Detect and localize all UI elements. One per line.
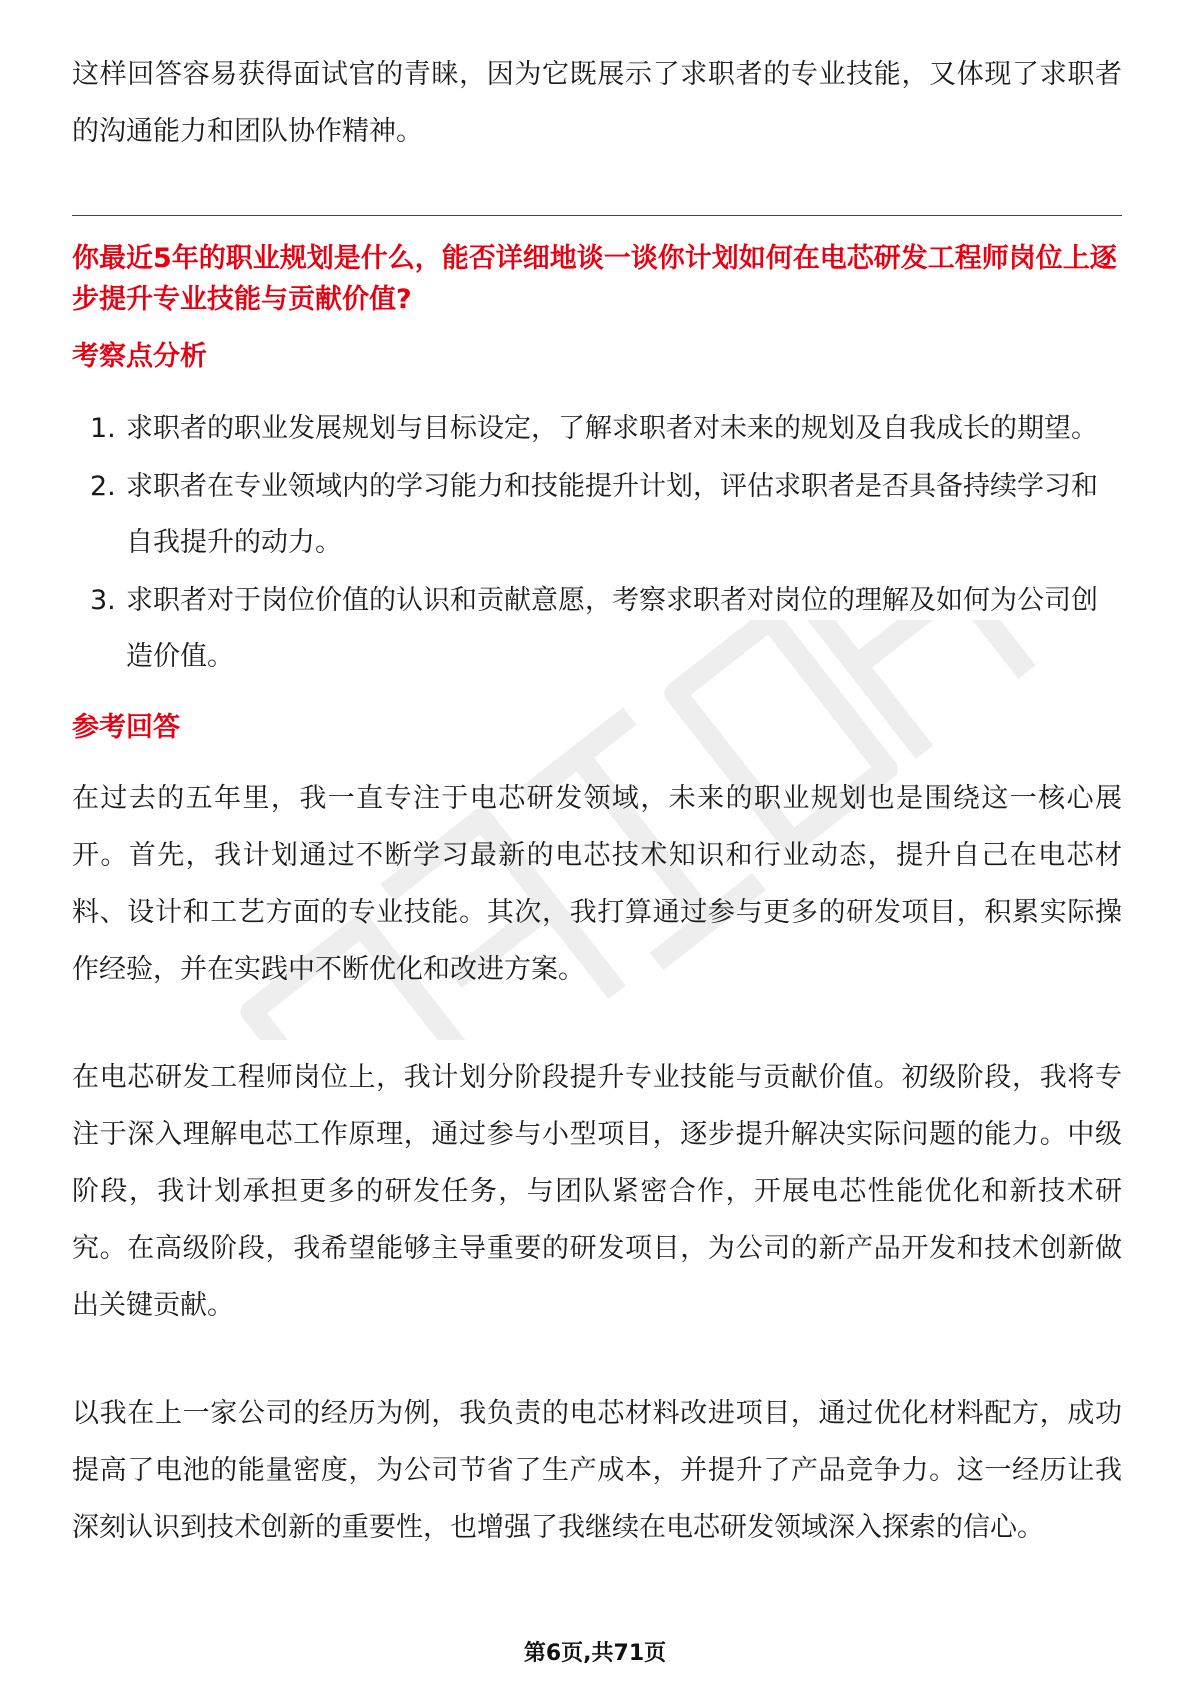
list-item-number: 1. [90,413,116,444]
list-item-text: 求职者在专业领域内的学习能力和技能提升计划，评估求职者是否具备持续学习和自我提升的动力。 [126,471,1098,558]
analysis-list [72,401,1122,685]
list-item-text: 求职者对于岗位价值的认识和贡献意愿，考察求职者对岗位的理解及如何为公司创造价值。 [126,585,1098,672]
list-item [72,573,1122,685]
list-item [72,459,1122,571]
list-item [72,401,1122,457]
section-divider [72,215,1122,216]
list-item-number: 3. [90,585,116,616]
answer-paragraph: 在电芯研发工程师岗位上，我计划分阶段提升专业技能与贡献价值。初级阶段，我将专注于深入理解电芯工作原理，通过参与小型项目，逐步提升解决实际问题的能力。中级阶段，我计划承担更多的研发任务，与团队紧密合作，开展电芯性能优化和新技术研究。在高级阶段，我希望能够主导重要的研发项目，为公司的新产品开发和技术创新做出关键贡献。 [72,1062,1122,1321]
answer-paragraph: 以我在上一家公司的经历为例，我负责的电芯材料改进项目，通过优化材料配方，成功提高了电池的能量密度，为公司节省了生产成本，并提升了产品竞争力。这一经历让我深刻认识到技术创新的重要性，也增强了我继续在电芯研发领域深入探索的信心。 [72,1398,1122,1543]
page-content [72,46,1122,1556]
intro-paragraph: 这样回答容易获得面试官的青睐，因为它既展示了求职者的专业技能，又体现了求职者的沟通能力和团队协作精神。 [72,59,1122,147]
page-footer: 第6页,共71页 [523,1641,667,1666]
list-item-number: 2. [90,471,116,502]
analysis-heading: 考察点分析 [72,341,207,372]
answer-heading: 参考回答 [72,712,180,743]
list-item-text: 求职者的职业发展规划与目标设定，了解求职者对未来的规划及自我成长的期望。 [126,413,1098,444]
answer-paragraph: 在过去的五年里，我一直专注于电芯研发领域，未来的职业规划也是围绕这一核心展开。首先，我计划通过不断学习最新的电芯技术知识和行业动态，提升自己在电芯材料、设计和工艺方面的专业技能。其次，我打算通过参与更多的研发项目，积累实际操作经验，并在实践中不断优化和改进方案。 [72,783,1122,985]
interview-question: 你最近5年的职业规划是什么，能否详细地谈一谈你计划如何在电芯研发工程师岗位上逐步提升专业技能与贡献价值? [72,243,1117,315]
